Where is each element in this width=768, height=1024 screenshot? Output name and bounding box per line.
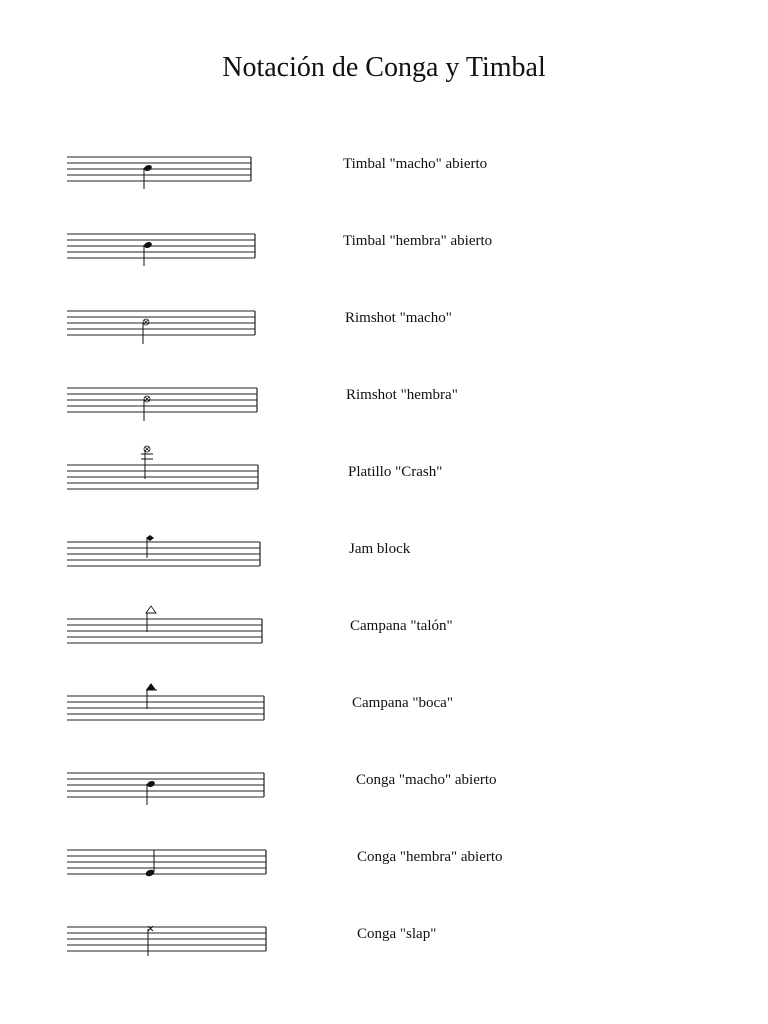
instrument-label: Rimshot "hembra"	[346, 387, 458, 403]
staff-row	[67, 446, 258, 489]
instrument-label: Platillo "Crash"	[348, 464, 443, 480]
filled-notehead-icon	[143, 164, 152, 172]
staff-row	[67, 535, 260, 566]
instrument-label: Jam block	[349, 541, 411, 557]
staff-row	[67, 234, 255, 266]
page-title: Notación de Conga y Timbal	[222, 52, 546, 83]
filled-notehead-icon	[146, 780, 155, 788]
staff-row	[67, 850, 266, 877]
filled-notehead-icon	[143, 241, 152, 249]
staff-row	[67, 388, 257, 421]
instrument-label: Timbal "hembra" abierto	[343, 233, 493, 249]
staff-row	[67, 606, 262, 643]
instrument-label: Campana "boca"	[352, 695, 453, 711]
staff-row	[67, 926, 266, 956]
staff-row	[67, 157, 251, 189]
staff-row	[67, 311, 255, 344]
instrument-label: Rimshot "macho"	[345, 310, 452, 326]
instrument-label: Conga "slap"	[357, 926, 437, 942]
staff-row	[67, 773, 264, 805]
instrument-label: Conga "hembra" abierto	[357, 849, 503, 865]
staff-row	[67, 683, 264, 720]
instrument-label: Campana "talón"	[350, 618, 453, 634]
instrument-label: Conga "macho" abierto	[356, 772, 497, 788]
instrument-label: Timbal "macho" abierto	[343, 156, 488, 172]
open-triangle-notehead-icon	[146, 606, 156, 613]
filled-triangle-notehead-icon	[146, 683, 156, 690]
